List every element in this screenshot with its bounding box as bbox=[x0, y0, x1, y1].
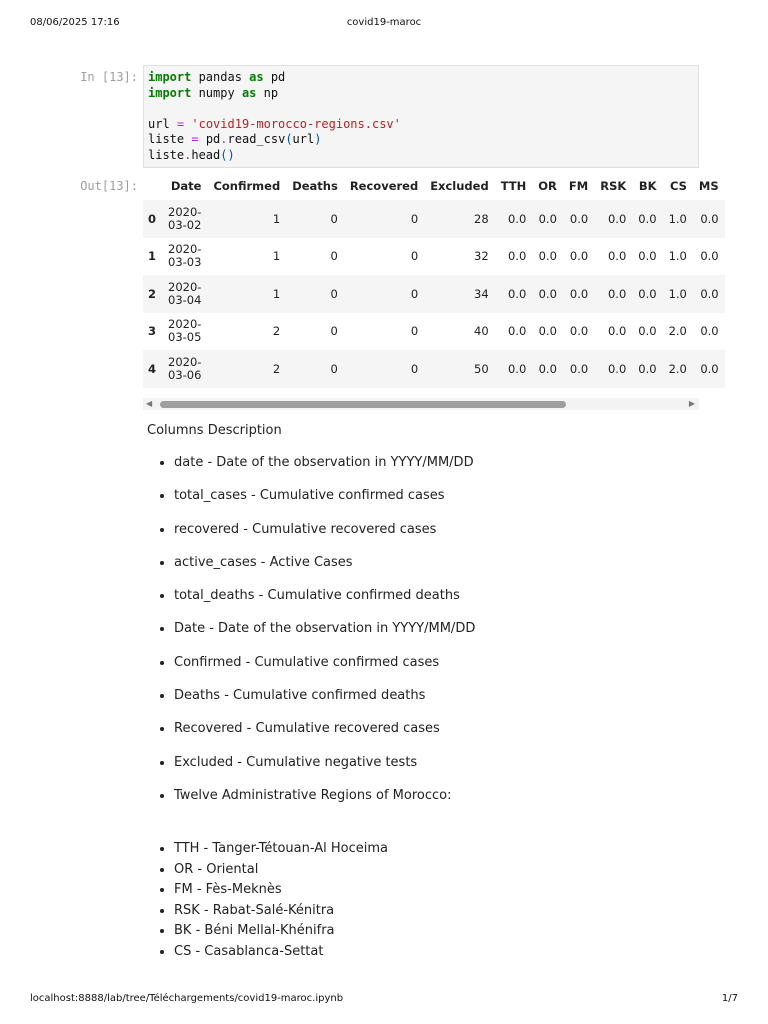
table-cell: 0.0 bbox=[638, 324, 657, 339]
table-cell: 0.0 bbox=[700, 249, 719, 264]
list-item: • OR - Oriental bbox=[174, 860, 694, 881]
list-item: • Deaths - Cumulative confirmed deaths bbox=[174, 686, 694, 719]
column-header: Recovered bbox=[349, 179, 419, 193]
table-row bbox=[143, 313, 725, 351]
column-header: CS bbox=[669, 179, 687, 193]
table-cell: 2.0 bbox=[668, 361, 687, 376]
table-cell: 0.0 bbox=[569, 249, 589, 264]
column-header: Excluded bbox=[430, 179, 489, 193]
row-index: 4 bbox=[148, 361, 157, 376]
list-item: • TTH - Tanger-Tétouan-Al Hoceima bbox=[174, 839, 694, 860]
scroll-right-icon[interactable]: ▶ bbox=[688, 399, 695, 408]
dataframe-output bbox=[143, 172, 719, 387]
table-cell: 2020- 03-05 bbox=[168, 317, 202, 345]
table-cell: 0.0 bbox=[569, 324, 589, 339]
table-cell: 0.0 bbox=[607, 286, 627, 301]
table-cell: 0.0 bbox=[638, 361, 657, 376]
table-header-row bbox=[143, 172, 725, 200]
list-item: • Confirmed - Cumulative confirmed cases bbox=[174, 653, 694, 686]
table-cell: 0 bbox=[330, 361, 338, 376]
table-cell: 2020- 03-04 bbox=[168, 279, 202, 307]
table-cell: 1 bbox=[272, 211, 281, 226]
list-item: • BK - Béni Mellal-Khénifra bbox=[174, 921, 694, 942]
list-item: • Recovered - Cumulative recovered cases bbox=[174, 719, 694, 752]
list-item: • CS - Casablanca-Settat bbox=[174, 942, 694, 963]
table-cell: 0.0 bbox=[507, 249, 527, 264]
table-cell: 0.0 bbox=[700, 211, 719, 226]
table-cell: 0.0 bbox=[507, 361, 527, 376]
code-cell[interactable]: import pandas as pd import numpy as np url = 'covid19-morocco-regions.csv' liste = pd.read_csv(url) liste.head() bbox=[143, 65, 699, 168]
table-cell: 1.0 bbox=[668, 211, 687, 226]
column-header: FM bbox=[568, 179, 589, 193]
dataframe-table bbox=[143, 172, 725, 388]
columns-description-title: Columns Description bbox=[147, 423, 282, 438]
table-cell: 0.0 bbox=[538, 324, 557, 339]
table-cell: 0.0 bbox=[569, 361, 589, 376]
list-item: • date - Date of the observation in YYYY/MM/DD bbox=[174, 453, 694, 486]
column-header: TTH bbox=[500, 179, 527, 193]
table-cell: 0.0 bbox=[607, 324, 627, 339]
table-cell: 0 bbox=[410, 324, 419, 339]
column-header: OR bbox=[538, 179, 557, 193]
output-prompt: Out[13]: bbox=[80, 179, 138, 193]
list-item: • Excluded - Cumulative negative tests bbox=[174, 753, 694, 786]
table-cell: 0 bbox=[330, 324, 338, 339]
scroll-left-icon[interactable]: ◀ bbox=[146, 399, 153, 408]
table-cell: 0 bbox=[330, 211, 338, 226]
page-number: 1/7 bbox=[721, 993, 738, 1004]
markdown-cell bbox=[147, 421, 707, 959]
row-index: 3 bbox=[148, 324, 157, 339]
list-item: • total_cases - Cumulative confirmed cases bbox=[174, 486, 694, 519]
list-item: • Twelve Administrative Regions of Morocco: bbox=[174, 786, 694, 819]
table-row bbox=[143, 275, 725, 313]
column-header: MS bbox=[698, 179, 719, 193]
table-cell: 2.0 bbox=[668, 324, 687, 339]
table-cell: 0 bbox=[410, 361, 419, 376]
table-cell: 0.0 bbox=[538, 211, 557, 226]
table-cell: 0 bbox=[410, 249, 419, 264]
table-cell: 0 bbox=[330, 286, 338, 301]
table-cell: 0.0 bbox=[700, 324, 719, 339]
column-header: BK bbox=[638, 179, 657, 193]
table-cell: 1.0 bbox=[668, 286, 687, 301]
input-prompt: In [13]: bbox=[80, 70, 138, 84]
list-item: • total_deaths - Cumulative confirmed deaths bbox=[174, 586, 694, 619]
row-index: 2 bbox=[148, 286, 157, 301]
scrollbar-thumb[interactable] bbox=[160, 401, 566, 408]
row-index: 1 bbox=[148, 249, 157, 264]
index-header bbox=[143, 172, 162, 200]
table-cell: 0.0 bbox=[507, 324, 527, 339]
table-cell: 0 bbox=[410, 211, 419, 226]
print-datetime: 08/06/2025 17:16 bbox=[30, 17, 120, 28]
table-cell: 0.0 bbox=[700, 361, 719, 376]
table-cell: 0.0 bbox=[538, 286, 557, 301]
table-row bbox=[143, 200, 725, 238]
table-cell: 2 bbox=[272, 324, 281, 339]
table-cell: 2020- 03-02 bbox=[168, 204, 202, 232]
table-cell: 1.0 bbox=[668, 249, 687, 264]
table-row bbox=[143, 238, 725, 276]
list-item: • recovered - Cumulative recovered cases bbox=[174, 520, 694, 553]
table-cell: 0.0 bbox=[700, 286, 719, 301]
table-cell: 34 bbox=[474, 286, 489, 301]
table-cell: 0.0 bbox=[638, 249, 657, 264]
table-cell: 0.0 bbox=[607, 249, 627, 264]
table-cell: 50 bbox=[474, 361, 489, 376]
table-cell: 2020- 03-03 bbox=[168, 242, 202, 270]
table-cell: 0.0 bbox=[607, 211, 627, 226]
row-index: 0 bbox=[148, 211, 157, 226]
table-cell: 0.0 bbox=[538, 361, 557, 376]
table-cell: 0.0 bbox=[507, 211, 527, 226]
column-header: Confirmed bbox=[213, 179, 281, 193]
table-cell: 0.0 bbox=[607, 361, 627, 376]
table-cell: 2 bbox=[272, 361, 281, 376]
print-title: covid19-maroc bbox=[346, 17, 422, 28]
list-item: • Date - Date of the observation in YYYY/MM/DD bbox=[174, 619, 694, 652]
table-cell: 2020- 03-06 bbox=[168, 354, 202, 382]
table-cell: 1 bbox=[272, 249, 281, 264]
table-cell: 0.0 bbox=[638, 286, 657, 301]
list-item: • active_cases - Active Cases bbox=[174, 553, 694, 586]
table-cell: 0.0 bbox=[538, 249, 557, 264]
table-cell: 28 bbox=[474, 211, 489, 226]
table-cell: 0.0 bbox=[507, 286, 527, 301]
list-item: • FM - Fès-Meknès bbox=[174, 880, 694, 901]
column-header: Deaths bbox=[292, 179, 338, 193]
table-cell: 0 bbox=[410, 286, 419, 301]
print-url: localhost:8888/lab/tree/Téléchargements/covid19-maroc.ipynb bbox=[30, 993, 344, 1004]
regions-list bbox=[147, 839, 694, 963]
table-cell: 0.0 bbox=[638, 211, 657, 226]
table-cell: 32 bbox=[474, 249, 489, 264]
horizontal-scrollbar[interactable] bbox=[143, 398, 699, 410]
table-row bbox=[143, 350, 725, 388]
table-cell: 0.0 bbox=[569, 211, 589, 226]
column-header: Date bbox=[170, 179, 202, 193]
column-header: RSK bbox=[600, 179, 627, 193]
description-list bbox=[147, 453, 694, 819]
table-cell: 1 bbox=[272, 286, 281, 301]
table-cell: 0 bbox=[330, 249, 338, 264]
table-cell: 40 bbox=[474, 324, 489, 339]
table-cell: 0.0 bbox=[569, 286, 589, 301]
list-item: • RSK - Rabat-Salé-Kénitra bbox=[174, 901, 694, 922]
